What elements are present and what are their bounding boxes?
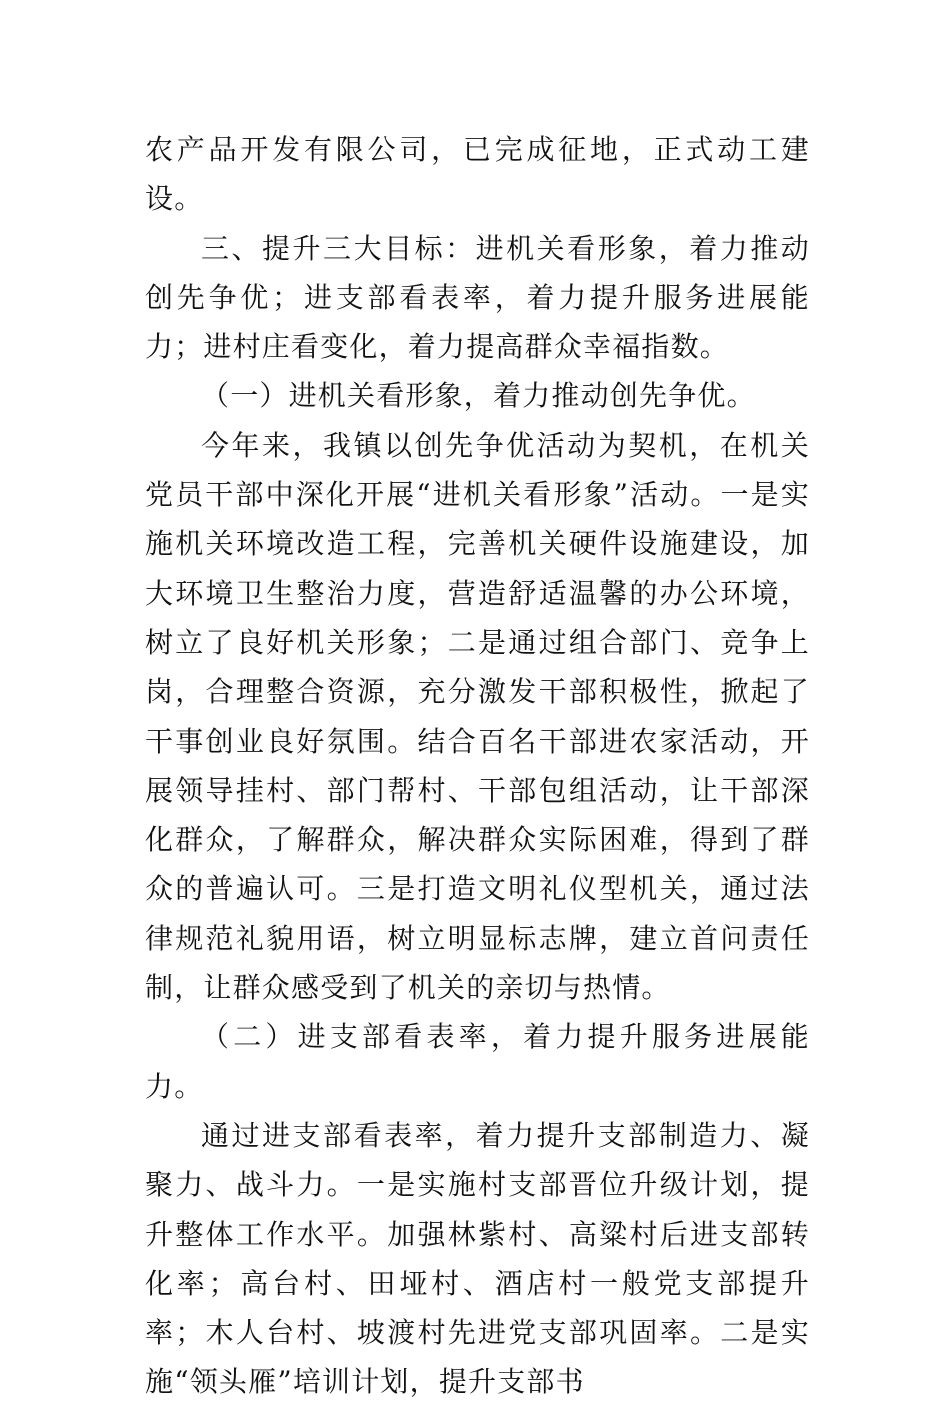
paragraph-organ-image: 今年来，我镇以创先争优活动为契机，在机关党员干部中深化开展“进机关看形象”活动。一是实施机关环境改造工程，完善机关硬件设施建设，加大环境卫生整治力度，营造舒适温馨的办公环境，树立了良好机关形象；二是通过组合部门、竞争上岗，合理整合资源，充分激发干部积极性，掀起了干事创业良好氛围。结合百名干部进农家活动，开展领导挂村、部门帮村、干部包组活动，让干部深化群众，了解群众，解决群众实际困难，得到了群众的普遍认可。三是打造文明礼仪型机关，通过法律规范礼貌用语，树立明显标志牌，建立首问责任制，让群众感受到了机关的亲切与热情。 xyxy=(145,428,810,1005)
subheading-two: （二）进支部看表率，着力提升服务进展能力。 xyxy=(145,1020,810,1103)
subheading-one: （一）进机关看形象，着力推动创先争优。 xyxy=(201,379,756,413)
paragraph-branch-example: 通过进支部看表率，着力提升支部制造力、凝聚力、战斗力。一是实施村支部晋位升级计划，提升整体工作水平。加强林紫村、高粱村后进支部转化率；高台村、田垭村、酒店村一般党支部提升率；木人台村、坡渡村先进党支部巩固率。二是实施“领头雁”培训计划，提升支部书 xyxy=(145,1118,810,1399)
paragraph-continuation: 农产品开发有限公司，已完成征地，正式动工建设。 xyxy=(145,133,810,216)
paragraph-section-three: 三、提升三大目标：进机关看形象，着力推动创先争优；进支部看表率，着力提升服务进展能力；进村庄看变化，着力提高群众幸福指数。 xyxy=(145,231,810,364)
document-body xyxy=(145,125,810,1407)
